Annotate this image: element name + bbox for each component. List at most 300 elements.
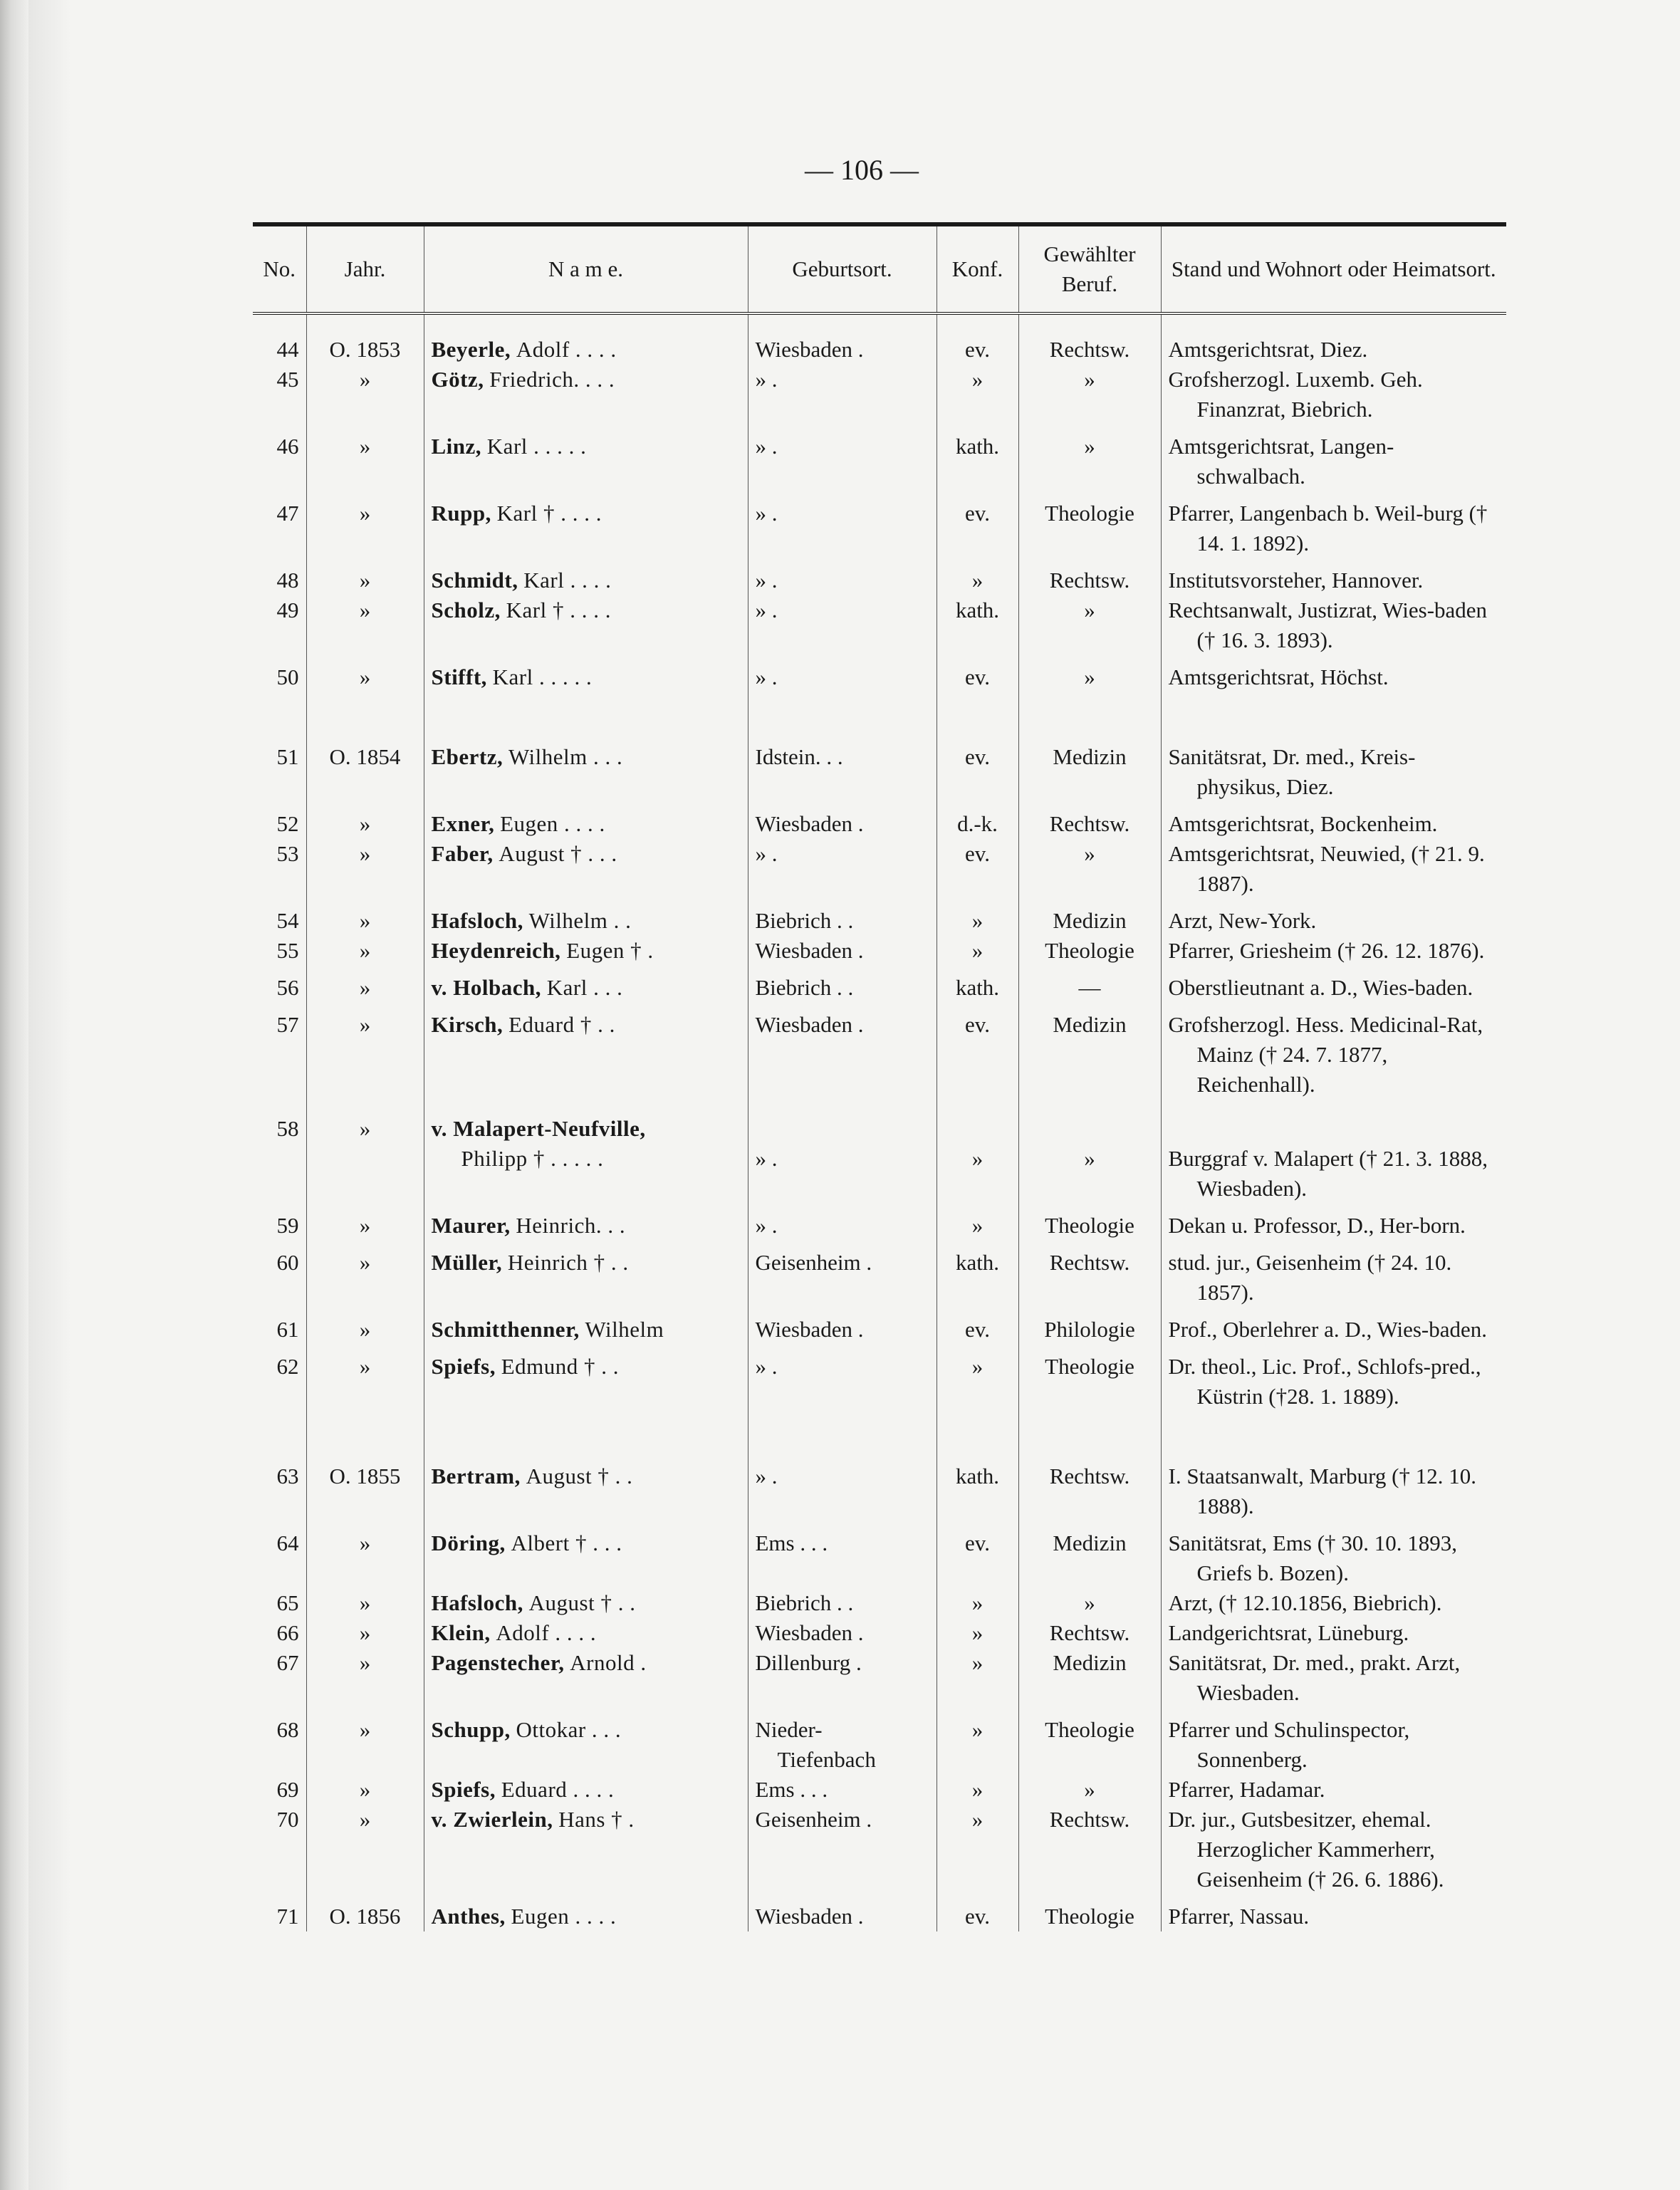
row-birthplace: [748, 365, 936, 424]
row-stand: [1161, 1100, 1506, 1204]
row-konfession: [936, 1588, 1018, 1618]
row-name: [424, 1204, 748, 1241]
row-konfession: [936, 1345, 1018, 1412]
konfession-text: ev.: [965, 744, 990, 769]
row-konfession: [936, 1241, 1018, 1308]
row-birthplace: [748, 424, 936, 491]
row-beruf: [1018, 1618, 1161, 1648]
given-name: Eugen . . . .: [511, 1904, 617, 1929]
row-year: [306, 1708, 424, 1775]
beruf-text: Medizin: [1053, 908, 1127, 933]
row-number: [253, 1241, 306, 1308]
header-row: [253, 224, 1506, 313]
row-stand: [1161, 365, 1506, 424]
row-konfession: [936, 802, 1018, 839]
table-row: [253, 424, 1506, 491]
register-table: [253, 222, 1506, 1931]
row-konfession: [936, 595, 1018, 655]
row-year-text: »: [359, 1590, 371, 1615]
row-number: [253, 1805, 306, 1894]
birthplace-text: Biebrich . .: [755, 975, 854, 1000]
row-beruf: [1018, 692, 1161, 802]
beruf-text: Medizin: [1053, 1531, 1127, 1555]
given-name: Friedrich. . . .: [489, 367, 615, 392]
row-year-text: »: [359, 908, 371, 933]
row-year: [306, 966, 424, 1003]
row-stand: [1161, 1003, 1506, 1100]
table-row: [253, 899, 1506, 936]
given-name: Karl . . . . .: [486, 434, 587, 459]
beruf-text: Theologie: [1045, 1904, 1134, 1929]
row-konfession: [936, 558, 1018, 595]
row-birthplace: [748, 595, 936, 655]
row-year-text: »: [359, 841, 371, 866]
row-konfession: [936, 1894, 1018, 1931]
row-stand: [1161, 1805, 1506, 1894]
row-name: [424, 1648, 748, 1708]
surname: v. Zwierlein,: [431, 1807, 553, 1832]
row-stand: [1161, 692, 1506, 802]
row-beruf: [1018, 424, 1161, 491]
konfession-text: »: [971, 1146, 984, 1171]
row-number: [253, 802, 306, 839]
row-name: [424, 899, 748, 936]
row-birthplace: [748, 558, 936, 595]
row-number: [253, 1521, 306, 1588]
row-birthplace: [748, 839, 936, 899]
row-year: [306, 1521, 424, 1588]
stand-text: Pfarrer, Hadamar.: [1168, 1777, 1325, 1802]
surname: Hafsloch,: [431, 908, 523, 933]
row-year: [306, 1204, 424, 1241]
row-year: [306, 1648, 424, 1708]
row-beruf: [1018, 655, 1161, 692]
row-number: [253, 936, 306, 966]
page-edge-gradient: [28, 0, 71, 2190]
table-row: [253, 558, 1506, 595]
row-stand: [1161, 424, 1506, 491]
row-number-text: 44: [276, 337, 299, 362]
stand-text: Amtsgerichtsrat, Bockenheim.: [1168, 811, 1438, 836]
konfession-text: »: [971, 938, 984, 963]
row-name: [424, 1100, 748, 1204]
row-year-text: O. 1853: [329, 337, 401, 362]
given-name: Adolf . . . .: [496, 1620, 597, 1645]
row-number-text: 70: [276, 1807, 299, 1832]
row-number-text: 58: [276, 1116, 299, 1141]
stand-text: Dekan u. Professor, D., Her-born.: [1168, 1213, 1466, 1238]
table-row: [253, 936, 1506, 966]
row-year: [306, 1003, 424, 1100]
row-year: [306, 692, 424, 802]
konfession-text: »: [971, 1354, 984, 1379]
row-number-text: 59: [276, 1213, 299, 1238]
given-name: Heinrich. . .: [516, 1213, 626, 1238]
row-birthplace: [748, 1708, 936, 1775]
table-row: [253, 1308, 1506, 1345]
given-name: Arnold .: [570, 1650, 647, 1675]
surname: Spiefs,: [431, 1354, 496, 1379]
table-row: [253, 1412, 1506, 1521]
birthplace-text: Wiesbaden .: [755, 1620, 864, 1645]
row-number-text: 55: [276, 938, 299, 963]
row-name: [424, 1412, 748, 1521]
surname: Pagenstecher,: [431, 1650, 565, 1675]
row-beruf: [1018, 1805, 1161, 1894]
row-year: [306, 1308, 424, 1345]
birthplace-text: Idstein. . .: [755, 744, 843, 769]
konfession-text: »: [971, 1650, 984, 1675]
row-konfession: [936, 1805, 1018, 1894]
row-stand: [1161, 1588, 1506, 1618]
table-row: [253, 1648, 1506, 1708]
surname: Ebertz,: [431, 744, 504, 769]
surname: Schupp,: [431, 1717, 511, 1742]
row-year: [306, 1241, 424, 1308]
beruf-text: »: [1084, 1590, 1095, 1615]
row-number-text: 60: [276, 1250, 299, 1275]
given-name: August † . .: [526, 1464, 633, 1488]
table-row: [253, 802, 1506, 839]
row-beruf: [1018, 313, 1161, 365]
konfession-text: ev.: [965, 501, 990, 526]
table-row: [253, 1894, 1506, 1931]
table-row: [253, 1100, 1506, 1204]
surname: Döring,: [431, 1531, 506, 1555]
row-year: [306, 1775, 424, 1805]
row-number: [253, 1204, 306, 1241]
table-row: [253, 692, 1506, 802]
given-name: August † . .: [528, 1590, 636, 1615]
table-row: [253, 1618, 1506, 1648]
row-konfession: [936, 1308, 1018, 1345]
row-number-text: 56: [276, 975, 299, 1000]
surname: Götz,: [431, 367, 484, 392]
row-stand: [1161, 1308, 1506, 1345]
row-birthplace: [748, 1345, 936, 1412]
row-birthplace: [748, 899, 936, 936]
birthplace-text: » .: [755, 1464, 778, 1488]
surname: Scholz,: [431, 598, 501, 622]
row-konfession: [936, 1708, 1018, 1775]
row-beruf: [1018, 1345, 1161, 1412]
surname: Müller,: [431, 1250, 503, 1275]
row-number: [253, 1412, 306, 1521]
row-stand: [1161, 1521, 1506, 1588]
row-year: [306, 1588, 424, 1618]
beruf-text: Theologie: [1045, 1213, 1134, 1238]
konfession-text: d.-k.: [957, 811, 998, 836]
beruf-text: »: [1084, 1146, 1095, 1171]
given-name: Karl . . . .: [523, 568, 612, 593]
row-number: [253, 1775, 306, 1805]
konfession-text: »: [971, 1213, 984, 1238]
stand-text: Amtsgerichtsrat, Diez.: [1168, 337, 1368, 362]
beruf-text: »: [1084, 598, 1095, 622]
konfession-text: ev.: [965, 664, 990, 689]
stand-text: Arzt, New-York.: [1168, 908, 1317, 933]
row-name: [424, 1805, 748, 1894]
beruf-text: Medizin: [1053, 1650, 1127, 1675]
row-number: [253, 1308, 306, 1345]
row-number: [253, 1588, 306, 1618]
birthplace-text: » .: [755, 598, 778, 622]
row-stand: [1161, 1345, 1506, 1412]
row-konfession: [936, 1204, 1018, 1241]
row-year-text: »: [359, 1116, 371, 1141]
surname: Faber,: [431, 841, 494, 866]
stand-text: Sanitätsrat, Dr. med., Kreis-physikus, Diez.: [1168, 744, 1416, 799]
beruf-text: Theologie: [1045, 938, 1134, 963]
row-stand: [1161, 899, 1506, 936]
konfession-text: »: [971, 568, 984, 593]
stand-text: Arzt, († 12.10.1856, Biebrich).: [1168, 1590, 1442, 1615]
row-konfession: [936, 936, 1018, 966]
konfession-text: kath.: [955, 1250, 1000, 1275]
row-year-text: »: [359, 598, 371, 622]
beruf-text: Theologie: [1045, 501, 1134, 526]
row-stand: [1161, 1894, 1506, 1931]
row-name: [424, 839, 748, 899]
row-number-text: 68: [276, 1717, 299, 1742]
stand-text: Rechtsanwalt, Justizrat, Wies-baden († 16. 3. 1893).: [1168, 598, 1488, 652]
row-number-text: 48: [276, 568, 299, 593]
row-beruf: [1018, 1204, 1161, 1241]
row-beruf: [1018, 1708, 1161, 1775]
row-konfession: [936, 491, 1018, 558]
birthplace-text: Wiesbaden .: [755, 938, 864, 963]
row-stand: [1161, 1648, 1506, 1708]
konfession-text: »: [971, 367, 984, 392]
row-birthplace: [748, 1775, 936, 1805]
row-konfession: [936, 1521, 1018, 1588]
beruf-text: Rechtsw.: [1049, 1250, 1130, 1275]
header-jahr: Jahr.: [306, 224, 424, 313]
birthplace-text: Wiesbaden .: [755, 1317, 864, 1342]
row-beruf: [1018, 491, 1161, 558]
birthplace-text: Wiesbaden .: [755, 811, 864, 836]
row-number-text: 52: [276, 811, 299, 836]
stand-text: Dr. theol., Lic. Prof., Schlofs-pred., Küstrin (†28. 1. 1889).: [1168, 1354, 1481, 1409]
row-stand: [1161, 595, 1506, 655]
birthplace-text: » .: [755, 434, 778, 459]
row-name: [424, 1241, 748, 1308]
row-name: [424, 365, 748, 424]
row-birthplace: [748, 966, 936, 1003]
row-konfession: [936, 655, 1018, 692]
surname: Schmitthenner,: [431, 1317, 580, 1342]
row-beruf: [1018, 1775, 1161, 1805]
surname: Maurer,: [431, 1213, 511, 1238]
row-year-text: O. 1855: [329, 1464, 401, 1488]
row-stand: [1161, 1775, 1506, 1805]
row-name: [424, 424, 748, 491]
row-number: [253, 1345, 306, 1412]
stand-text: Grofsherzogl. Luxemb. Geh. Finanzrat, Biebrich.: [1168, 367, 1423, 422]
row-number-text: 64: [276, 1531, 299, 1555]
row-number: [253, 692, 306, 802]
birthplace-text: Geisenheim .: [755, 1807, 872, 1832]
beruf-text: Medizin: [1053, 1012, 1127, 1037]
row-year-text: »: [359, 1213, 371, 1238]
birthplace-text: Ems . . .: [755, 1531, 828, 1555]
given-name: Wilhelm . .: [528, 908, 632, 933]
konfession-text: »: [971, 1807, 984, 1832]
row-name: [424, 1345, 748, 1412]
row-number-text: 65: [276, 1590, 299, 1615]
row-number: [253, 365, 306, 424]
row-name: [424, 802, 748, 839]
row-stand: [1161, 1204, 1506, 1241]
row-beruf: [1018, 1648, 1161, 1708]
row-birthplace: [748, 1308, 936, 1345]
table-row: [253, 1204, 1506, 1241]
birthplace-text: Wiesbaden .: [755, 337, 864, 362]
row-year: [306, 1618, 424, 1648]
given-name: Karl . . .: [546, 975, 623, 1000]
table-row: [253, 313, 1506, 365]
row-year-text: »: [359, 501, 371, 526]
row-birthplace: [748, 802, 936, 839]
row-number-text: 54: [276, 908, 299, 933]
beruf-text: Theologie: [1045, 1717, 1134, 1742]
row-year: [306, 595, 424, 655]
birthplace-text: Ems . . .: [755, 1777, 828, 1802]
row-year: [306, 1805, 424, 1894]
birthplace-text: » .: [755, 664, 778, 689]
surname: Bertram,: [431, 1464, 521, 1488]
stand-text: Sanitätsrat, Ems († 30. 10. 1893, Griefs b. Bozen).: [1168, 1531, 1458, 1585]
row-year-text: »: [359, 938, 371, 963]
row-number: [253, 1708, 306, 1775]
row-year: [306, 1412, 424, 1521]
row-number: [253, 558, 306, 595]
birthplace-text: » .: [755, 841, 778, 866]
row-year: [306, 491, 424, 558]
row-year-text: »: [359, 1354, 371, 1379]
row-number-text: 50: [276, 664, 299, 689]
given-name: August † . . .: [499, 841, 617, 866]
birthplace-text: » .: [755, 568, 778, 593]
row-stand: [1161, 936, 1506, 966]
header-stand: Stand und Wohnort oder Heimatsort.: [1161, 224, 1506, 313]
row-konfession: [936, 966, 1018, 1003]
row-birthplace: [748, 1648, 936, 1708]
row-year-text: O. 1854: [329, 744, 401, 769]
row-number: [253, 966, 306, 1003]
row-year-text: »: [359, 1317, 371, 1342]
row-name: [424, 491, 748, 558]
stand-text: Prof., Oberlehrer a. D., Wies-baden.: [1168, 1317, 1488, 1342]
row-number: [253, 1003, 306, 1100]
header-geburtsort: Geburtsort.: [748, 224, 936, 313]
table-row: [253, 1241, 1506, 1308]
row-number: [253, 595, 306, 655]
table-row: [253, 1805, 1506, 1894]
row-stand: [1161, 655, 1506, 692]
given-name: Adolf . . . .: [516, 337, 617, 362]
row-number: [253, 1894, 306, 1931]
row-konfession: [936, 424, 1018, 491]
beruf-text: »: [1084, 367, 1095, 392]
row-number: [253, 313, 306, 365]
row-konfession: [936, 1775, 1018, 1805]
stand-text: Amtsgerichtsrat, Langen-schwalbach.: [1168, 434, 1394, 489]
row-year-text: »: [359, 1250, 371, 1275]
konfession-text: kath.: [955, 434, 1000, 459]
beruf-text: —: [1078, 975, 1101, 1000]
row-beruf: [1018, 839, 1161, 899]
surname: v. Holbach,: [431, 975, 542, 1000]
row-year: [306, 936, 424, 966]
row-number: [253, 424, 306, 491]
row-year-text: »: [359, 1650, 371, 1675]
row-number-text: 66: [276, 1620, 299, 1645]
row-number: [253, 1618, 306, 1648]
row-year-text: »: [359, 1777, 371, 1802]
table-row: [253, 1708, 1506, 1775]
row-year: [306, 655, 424, 692]
birthplace-text: Biebrich . .: [755, 908, 854, 933]
row-number: [253, 1100, 306, 1204]
row-birthplace: [748, 1003, 936, 1100]
table-row: [253, 491, 1506, 558]
row-name: [424, 1775, 748, 1805]
row-konfession: [936, 1618, 1018, 1648]
beruf-text: Medizin: [1053, 744, 1127, 769]
row-beruf: [1018, 899, 1161, 936]
row-year-text: »: [359, 1717, 371, 1742]
table-row: [253, 1345, 1506, 1412]
row-number: [253, 655, 306, 692]
surname: v. Malapert-Neufville,: [431, 1116, 646, 1141]
given-name: Eduard . . . .: [501, 1777, 615, 1802]
birthplace-text: Geisenheim .: [755, 1250, 872, 1275]
row-stand: [1161, 966, 1506, 1003]
table-row: [253, 595, 1506, 655]
row-name: [424, 1003, 748, 1100]
row-number-text: 57: [276, 1012, 299, 1037]
header-no: No.: [253, 224, 306, 313]
beruf-text: »: [1084, 841, 1095, 866]
row-birthplace: [748, 313, 936, 365]
surname: Linz,: [431, 434, 482, 459]
table-row: [253, 1003, 1506, 1100]
row-beruf: [1018, 1308, 1161, 1345]
row-year-text: »: [359, 811, 371, 836]
row-beruf: [1018, 1894, 1161, 1931]
birthplace-text: » .: [755, 1146, 778, 1171]
row-year: [306, 424, 424, 491]
given-name: Ottokar . . .: [516, 1717, 622, 1742]
row-birthplace: [748, 655, 936, 692]
row-name: [424, 655, 748, 692]
row-beruf: [1018, 1241, 1161, 1308]
stand-text: Burggraf v. Malapert († 21. 3. 1888, Wiesbaden).: [1168, 1146, 1488, 1201]
beruf-text: Rechtsw.: [1049, 337, 1130, 362]
header-beruf: Gewählter Beruf.: [1018, 224, 1161, 313]
row-year: [306, 802, 424, 839]
stand-text: Pfarrer und Schulinspector, Sonnenberg.: [1168, 1717, 1410, 1772]
row-beruf: [1018, 936, 1161, 966]
given-name: Edmund † . .: [501, 1354, 620, 1379]
row-beruf: [1018, 966, 1161, 1003]
row-number-text: 67: [276, 1650, 299, 1675]
row-year-text: »: [359, 434, 371, 459]
header-name: N a m e.: [424, 224, 748, 313]
stand-text: Pfarrer, Griesheim († 26. 12. 1876).: [1168, 938, 1485, 963]
surname: Spiefs,: [431, 1777, 496, 1802]
